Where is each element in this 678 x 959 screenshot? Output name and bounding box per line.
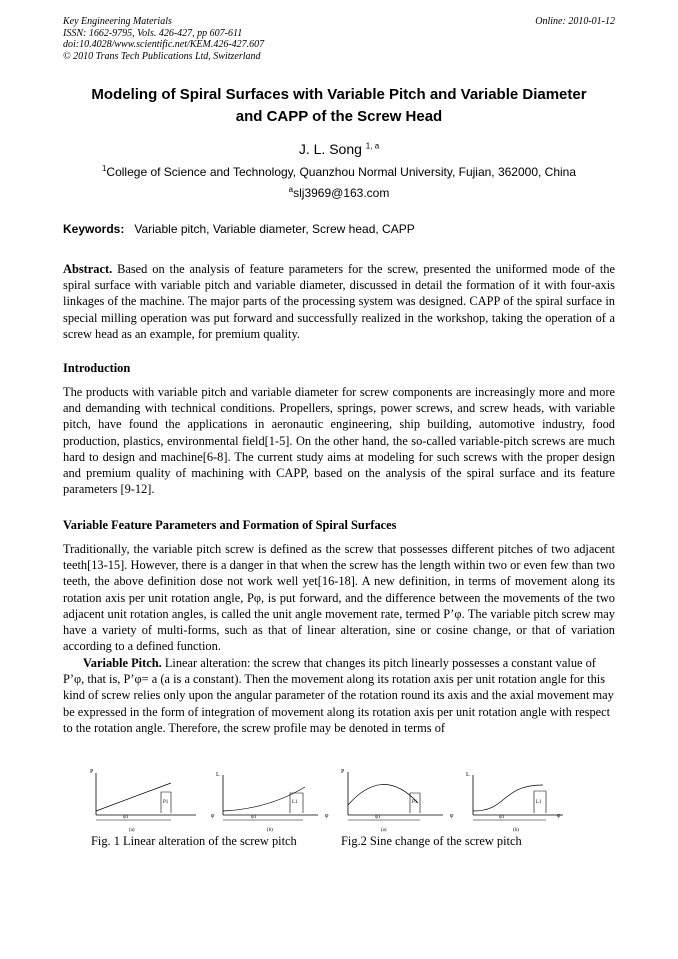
fig2b-plot [466,772,563,833]
fig2b-curve [473,785,543,811]
fig1b-y-label: L [216,772,220,778]
keywords-label: Keywords: [63,222,125,236]
paper-title [63,84,615,128]
affiliation [63,165,615,179]
fig2a-y-label: P [341,769,345,775]
email-line [63,186,615,200]
title-line-2: and CAPP of the Screw Head [235,108,443,125]
abstract [63,261,615,342]
section-heading: Variable Feature Parameters and Formation of Spiral Surfaces [63,518,397,532]
section-paragraph-2-text: Linear alteration: the screw that changes its pitch linearly possesses a constant value of P’φ, that is, P’φ= a (a is a constant). Then the movement along its rotation axis per unit rotation angle for this kind of screw relies only upon the angular parameter of the rotation round its axis and the axial movement may be expressed in the form of integration of movement along its rotation axis per unit rotation angle with respect to the rotation angle. Therefore, the screw profile may be denoted in terms of [63,656,614,735]
fig2b-y-label: L [466,772,470,778]
copyright-line: © 2010 Trans Tech Publications Ltd, Switzerland [63,50,261,62]
fig1a-sub: (a) [129,828,135,833]
fig2b-x-label: φ [557,813,561,819]
fig1b-curve [223,787,305,811]
section-paragraph-1: Traditionally, the variable pitch screw is defined as the screw that possesses different pitches of two adjacent teeth[13-15]. However, there is a danger in that when the screw has the length within two or even few than two teeth, the above definition dose not work well yet[16-18]. A new definition, in terms of movement along its rotation axis per unit rotation angle, Pφ, is put forward, and the difference between the movements of the two adjacent unit rotation angles, is called the unit angle movement rate, termed P’φ. The variable pitch screw may have a variety of multi-forms, such as that of linear alteration, sine or cosine change, or that of variation according to a defined function. [63,542,615,654]
fig2b-box-label: L1 [536,800,542,805]
fig2a-span-label: φ1 [375,815,381,820]
doi-line: doi:10.4028/www.scientific.net/KEM.426-427.607 [63,39,265,51]
email-sup: a [288,185,294,194]
journal-name: Key Engineering Materials [63,16,172,27]
issn-line: ISSN: 1662-9795, Vols. 426-427, pp 607-611 [63,27,243,39]
fig2a-curve [348,784,418,805]
author-line [63,141,615,157]
figures-row [63,765,615,835]
section-paragraph-2 [63,655,615,736]
abstract-text: Based on the analysis of feature parameters for the screw, presented the uniformed mode of the spiral surface with variable pitch and variable diameter, discussed in detail the formation of it with four-axis linkages of the machine. The major parts of the processing system was designed. CAPP of the spiral surface in special milling operation was put forward and successfully realized in the workshop, taking the operation of a screw head as an example, for premium quality. [63,262,615,341]
fig2b-sub: (b) [513,828,519,833]
fig1b-span-label: φ1 [251,815,257,820]
fig2a-x-label: φ [450,813,454,819]
online-date: Online: 2010-01-12 [535,16,615,27]
fig1a-curve [96,783,171,811]
email-text: slj3969@163.com [293,186,390,200]
fig1a-y-label: P [90,769,94,775]
fig1b-box-label: L1 [292,800,298,805]
title-line-1: Modeling of Spiral Surfaces with Variable Pitch and Variable Diameter [91,86,587,103]
abstract-label: Abstract. [63,262,113,276]
author-name: J. L. Song [298,141,362,157]
introduction-text: The products with variable pitch and variable diameter for screw components are increasingly more and more and demanding with technical conditions. Propellers, springs, power screws, and screw heads, with variable pitch, have found the applications in aeronautic engineering, ship building, automotive industry, food production, plastics, environmental field[1-5]. On the other hand, the so-called variable-pitch screws are much hard to design and machine[6-8]. The current study aims at modeling for such screws with the proper design and premium quality of machining with CAPP, based on the analysis of the spiral surface and its feature parameters [9-12]. [63,385,615,497]
affiliation-text: College of Science and Technology, Quanzhou Normal University, Fujian, 362000, China [106,165,577,179]
author-sup: 1, a [365,141,380,151]
keywords-line [63,222,615,236]
fig2a-plot [341,769,454,833]
figure-1-caption: Fig. 1 Linear alteration of the screw pitch [91,834,297,848]
variable-pitch-label: Variable Pitch. [83,656,162,670]
fig1b-x-label: φ [325,813,329,819]
figure-2-caption: Fig.2 Sine change of the screw pitch [341,834,522,848]
introduction-heading: Introduction [63,361,131,375]
fig1a-span-label: φ1 [123,815,129,820]
fig2b-span-label: φ1 [499,815,505,820]
keywords-text: Variable pitch, Variable diameter, Screw head, CAPP [134,222,415,236]
affiliation-sup: 1 [101,164,107,173]
fig1a-box-label: P1 [163,800,169,805]
fig1b-sub: (b) [267,828,273,833]
fig1b-plot [216,772,329,833]
fig1a-x-label: φ [211,813,215,819]
fig2a-sub: (a) [381,828,387,833]
fig1a-plot [90,769,215,833]
figure-drawings [63,765,615,835]
running-header [63,16,615,62]
fig2a-box-label: P1 [412,800,418,805]
